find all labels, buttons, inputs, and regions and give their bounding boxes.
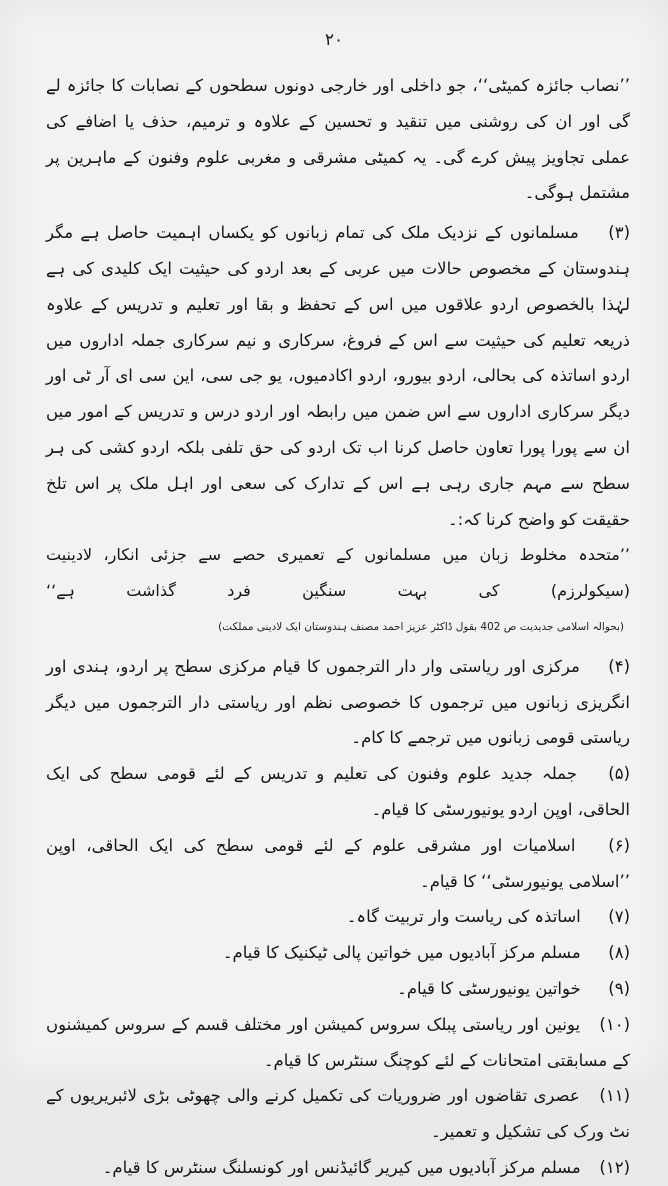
item-text: مسلم مرکز آبادیوں میں کیریر گائیڈنس اور کونسلنگ سنٹرس کا قیام۔: [102, 1157, 581, 1177]
item-number: (۷): [608, 907, 630, 927]
page-number: ۲۰: [324, 30, 344, 50]
item-number: (۵): [608, 764, 631, 784]
item-text: مسلم مرکز آبادیوں میں خواتین پالی ٹیکنیک کا قیام۔: [222, 943, 581, 963]
list-item: [46, 971, 630, 1007]
list-item: [46, 1150, 630, 1186]
item-text: خواتین یونیورسٹی کا قیام۔: [397, 978, 581, 998]
item-number: (۳): [608, 223, 630, 243]
item-number: (۱۱): [599, 1086, 630, 1106]
item-number: (۶): [608, 835, 631, 855]
item-text: یونین اور ریاستی پبلک سروس کمیشن اور مختلف قسم کے سروس کمیشنوں کے مسابقتی امتحانات کے لئے کوچنگ سنٹرس کا قیام۔: [46, 1014, 630, 1070]
item-number: (۹): [608, 978, 630, 998]
list-item: [46, 649, 630, 756]
quotation-source: (بحوالہ اسلامی جدیدیت ص 402 بقول ڈاکٹر عزیز احمد مصنف ہندوستان ایک لادینی مملکت): [218, 621, 624, 634]
list-item: [46, 828, 630, 900]
item-number: (۱۰): [599, 1014, 630, 1034]
list-item: [46, 1007, 630, 1079]
list-item: [46, 935, 630, 971]
list-item: [46, 899, 630, 935]
item-number: (۱۲): [599, 1157, 630, 1177]
quotation: [46, 537, 630, 644]
item-text: عصری تقاضوں اور ضروریات کی تکمیل کرنے والی چھوٹی بڑی لائبریریوں کے نٹ ورک کی تشکیل و تعمیر۔: [46, 1086, 630, 1142]
quotation-text: ’’متحدہ مخلوط زبان میں مسلمانوں کے تعمیری حصے سے جزئی انکار، لادینیت (سیکولرزم) کی بہت سنگین فرد گذاشت ہے‘‘: [46, 545, 630, 601]
paragraph-committee: ’’نصاب جائزہ کمیٹی‘‘، جو داخلی اور خارجی دونوں سطحوں کے نصابات کا جائزہ لے گی اور ان کی روشنی میں تنقید و تحسین کے علاوہ و ترمیم، حذف یا اضافے کی عملی تجاویز پیش کرے گی۔ یہ کمیٹی مشرقی و مغربی علوم وفنون کے ماہرین پر مشتمل ہوگی۔: [46, 76, 630, 203]
paragraph-3-text: مسلمانوں کے نزدیک ملک کی تمام زبانوں کو یکساں اہمیت حاصل ہے مگر ہندوستان کے مخصوص حالات میں عربی کے بعد اردو کی حیثیت ایک کلیدی کی ہے لہٰذا بالخصوص اردو علاقوں میں اس کے تحفظ و بقا اور تعلیم و تدریس کے علاوہ ذریعہ تعلیم کی حیثیت سے اس کے فروغ، سرکاری و نیم سرکاری جملہ اداروں میں اردو اساتذہ کی بحالی، اردو بیورو، اردو اکادمیوں، یو جی سی، این سی ای آر ٹی اور دیگر سرکاری اداروں سے اس ضمن میں رابطہ اور اردو درس و تدریس کے امور میں ان سے پورا پورا تعاون حاصل کرنا اب تک اردو کی حق تلفی بلکہ اردو کشی کی ہر سطح سے مہم جاری رہی ہے اس کے تدارک کی سعی اور اہل ملک پر اس تلخ حقیقت کو واضح کرنا کہ:۔: [46, 223, 630, 529]
item-text: اسلامیات اور مشرقی علوم کے لئے قومی سطح کی ایک الحاقی، اوپن ’’اسلامی یونیورسٹی‘‘ کا قیام۔: [46, 835, 630, 891]
item-text: مرکزی اور ریاستی وار دار الترجموں کا قیام مرکزی سطح پر اردو، ہندی اور انگریزی زبانوں میں ترجموں کا خصوصی نظم اور ریاستی دار الترجموں میں دیگر ریاستی قومی زبانوں میں ترجمے کا کام۔: [46, 656, 630, 748]
paragraph-3: [46, 215, 630, 537]
list-item: [46, 1078, 630, 1150]
item-text: جملہ جدید علوم وفنون کی تعلیم و تدریس کے لئے قومی سطح کی ایک الحاقی، اوپن اردو یونیورسٹی کا قیام۔: [46, 764, 630, 819]
item-text: اساتذہ کی ریاست وار تربیت گاہ۔: [346, 907, 581, 927]
page-body: [46, 68, 630, 1186]
item-number: (۸): [608, 943, 630, 963]
list-item: [46, 756, 630, 828]
item-number: (۴): [608, 656, 630, 676]
